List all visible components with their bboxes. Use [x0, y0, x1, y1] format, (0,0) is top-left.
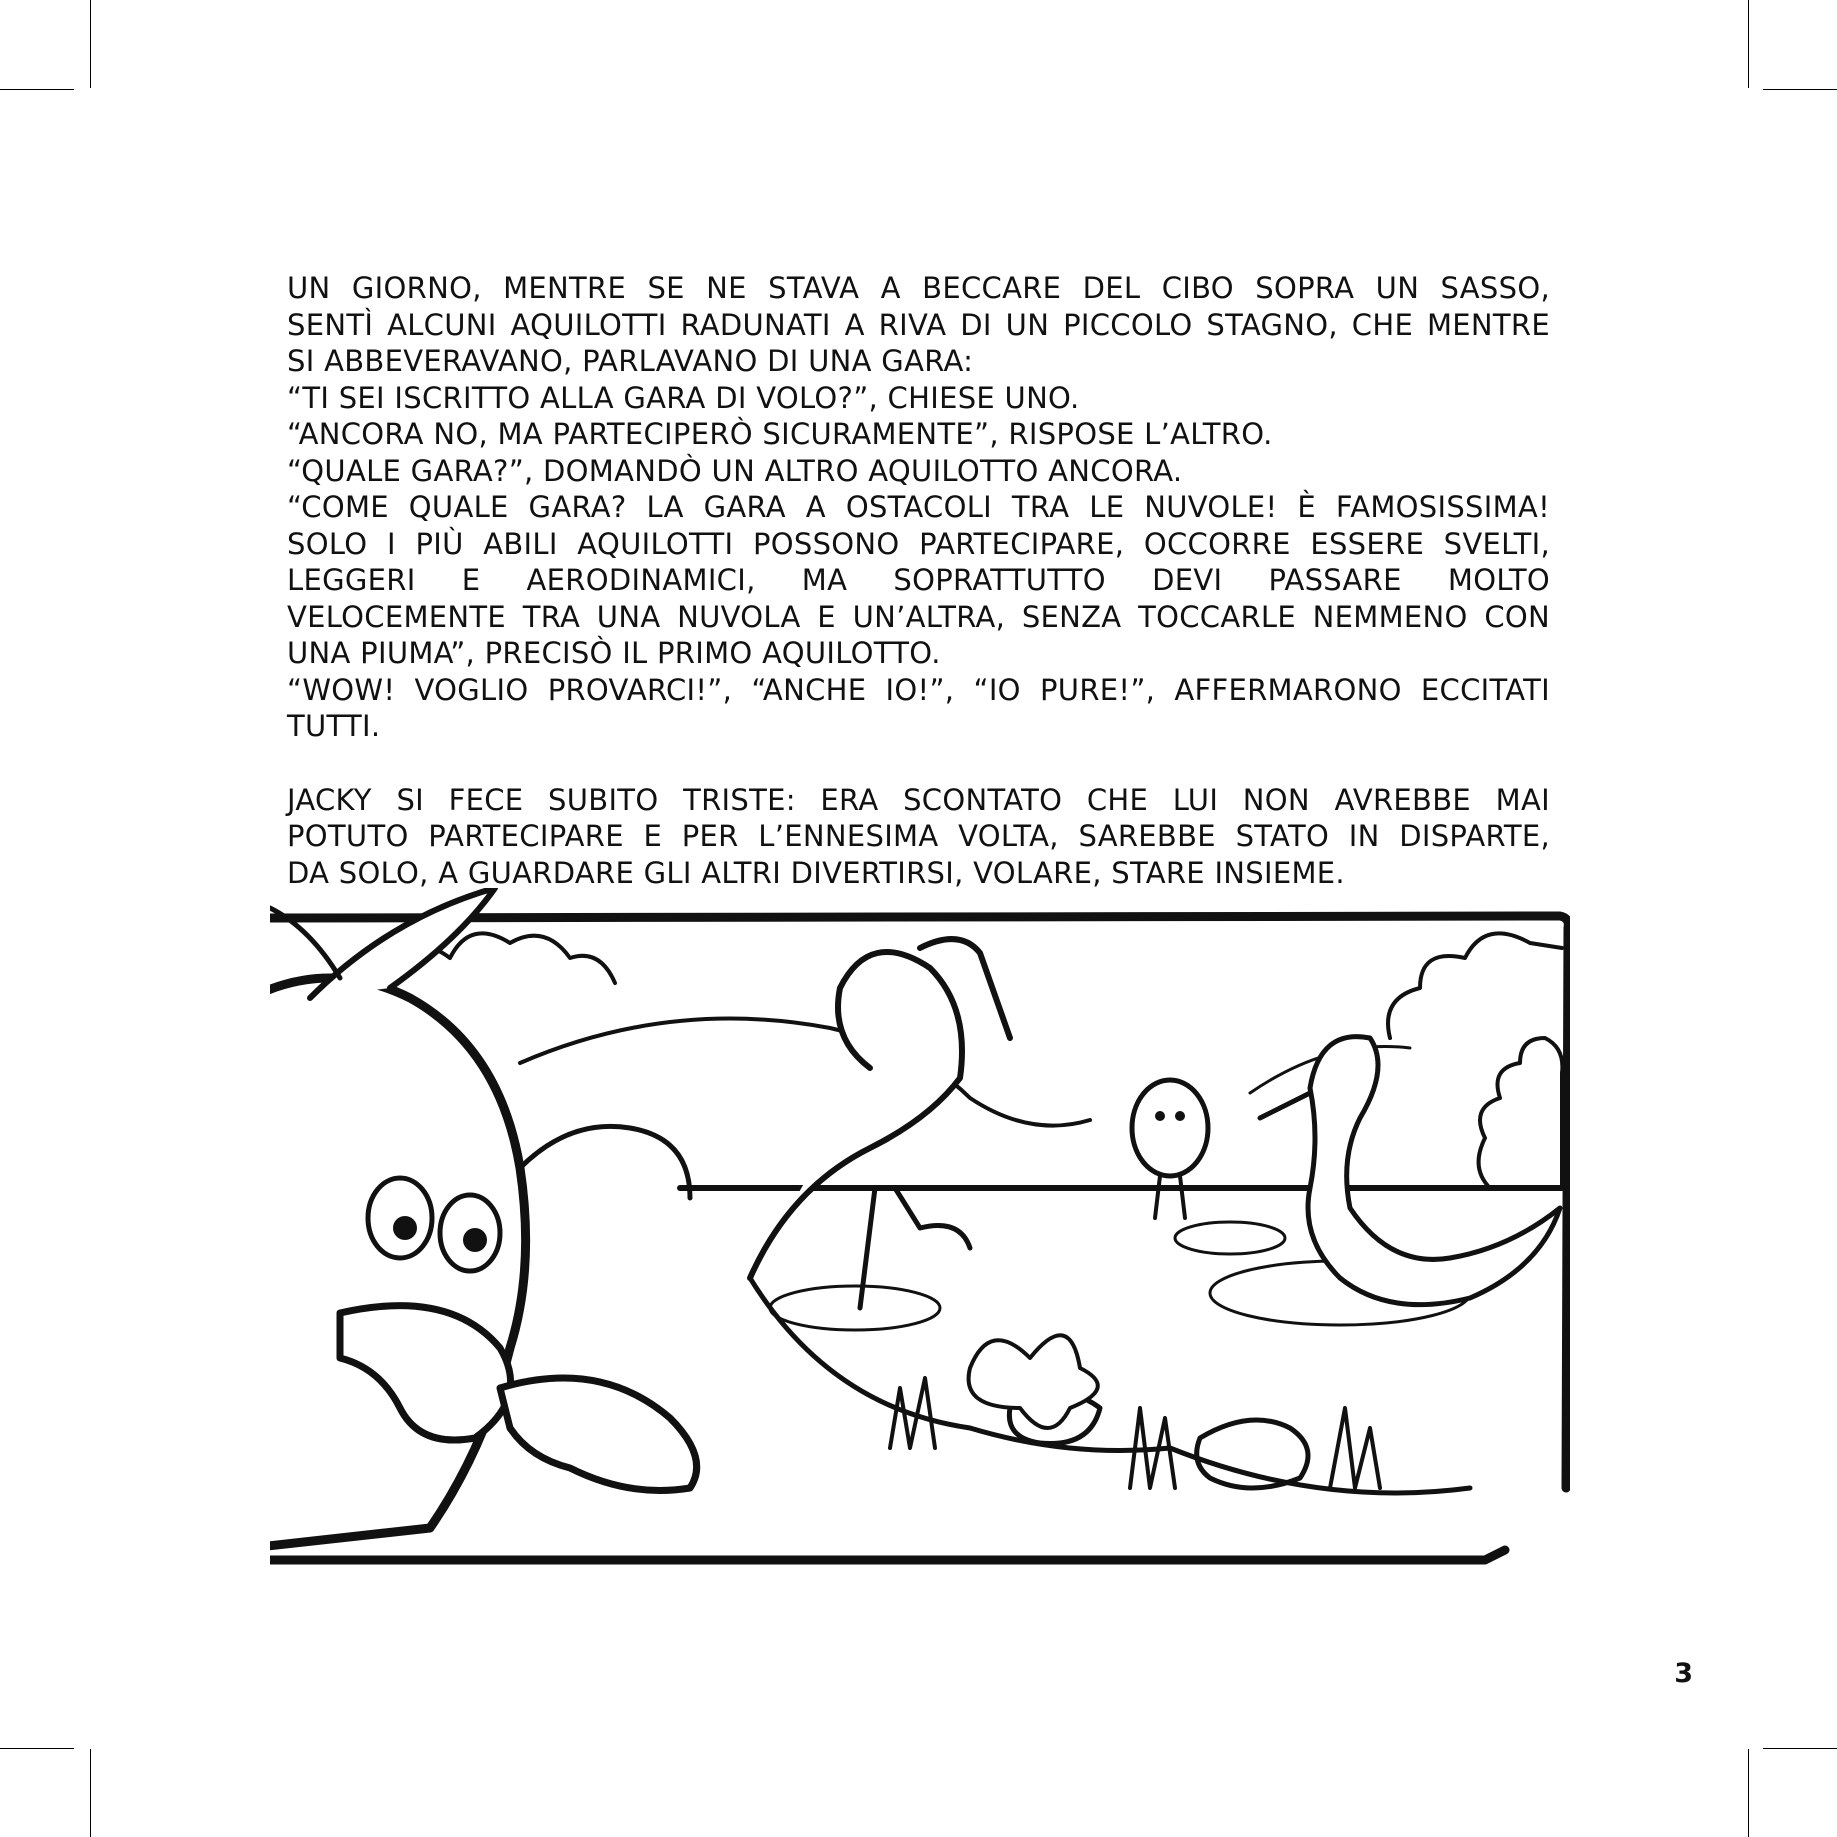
chick-leg — [1155, 1176, 1185, 1218]
feather-crest — [310, 888, 495, 998]
duck-icon — [1308, 1037, 1560, 1305]
story-line: SOLO I PIÙ ABILI AQUILOTTI POSSONO PARTECIPARE, OCCORRE ESSERE SVELTI, — [287, 526, 1550, 561]
crop-mark — [0, 89, 74, 90]
frog-icon — [1197, 1420, 1308, 1488]
story-line: “ANCORA NO, MA PARTECIPERÒ SICURAMENTE”, RISPOSE L’ALTRO. — [287, 417, 1273, 451]
heron-leg — [860, 1188, 875, 1308]
story-line: SI ABBEVERAVANO, PARLAVANO DI UNA GARA: — [287, 344, 974, 378]
story-line: TUTTI. — [287, 709, 381, 743]
chick-icon — [1132, 1080, 1208, 1176]
story-line: “QUALE GARA?”, DOMANDÒ UN ALTRO AQUILOTTO ANCORA. — [287, 453, 1183, 488]
duck-beak — [1260, 1093, 1310, 1118]
crop-mark — [90, 0, 91, 88]
pupil-icon — [463, 1228, 487, 1252]
story-line: “WOW! VOGLIO PROVARCI!”, “ANCHE IO!”, “IO PURE!”, AFFERMARONO ECCITATI — [287, 672, 1550, 707]
story-line: VELOCEMENTE TRA UNA NUVOLA E UN’ALTRA, SENZA TOCCARLE NEMMENO CON — [287, 599, 1550, 634]
heron-body — [750, 952, 962, 1278]
crop-mark — [0, 1748, 74, 1749]
pupil-icon — [393, 1216, 417, 1240]
pond-illustration — [270, 888, 1570, 1568]
bush-icon — [1479, 1038, 1563, 1188]
chick-eye — [1155, 1111, 1165, 1121]
heron-leg — [895, 1188, 970, 1248]
cloud-icon — [1388, 933, 1562, 1038]
story-line: LEGGERI E AERODINAMICI, MA SOPRATTUTTO DEVI PASSARE MOLTO — [287, 563, 1550, 597]
page-number: 3 — [1674, 1658, 1693, 1689]
crop-mark — [90, 1749, 91, 1837]
story-line: “TI SEI ISCRITTO ALLA GARA DI VOLO?”, CHIESE UNO. — [287, 380, 1080, 415]
crop-mark — [1763, 1748, 1837, 1749]
story-line: DA SOLO, A GUARDARE GLI ALTRI DIVERTIRSI, VOLARE, STARE INSIEME. — [287, 855, 1345, 890]
story-line: JACKY SI FECE SUBITO TRISTE: ERA SCONTATO CHE LUI NON AVREBBE MAI — [287, 782, 1550, 817]
crop-mark — [1748, 0, 1749, 88]
chick-eye — [1175, 1111, 1185, 1121]
ripple-icon — [770, 1286, 940, 1330]
crop-mark — [1748, 1749, 1749, 1837]
story-text — [287, 270, 1550, 891]
ripple-icon — [1175, 1222, 1285, 1254]
wing-icon — [500, 1378, 697, 1491]
story-line: UNA PIUMA”, PRECISÒ IL PRIMO AQUILOTTO. — [287, 636, 941, 670]
story-line: “COME QUALE GARA? LA GARA A OSTACOLI TRA LE NUVOLE! È FAMOSISSIMA! — [287, 490, 1550, 524]
crop-mark — [1763, 89, 1837, 90]
hill-icon — [520, 1019, 1090, 1126]
wing-feather — [520, 1126, 690, 1198]
panel-frame-bottom — [270, 1550, 1505, 1560]
story-line: UN GIORNO, MENTRE SE NE STAVA A BECCARE DEL CIBO SOPRA UN SASSO, — [287, 271, 1550, 305]
paragraph-gap — [287, 745, 1550, 782]
story-line: POTUTO PARTECIPARE E PER L’ENNESIMA VOLTA, SAREBBE STATO IN DISPARTE, — [287, 819, 1550, 853]
story-line: SENTÌ ALCUNI AQUILOTTI RADUNATI A RIVA DI UN PICCOLO STAGNO, CHE MENTRE — [287, 307, 1550, 342]
